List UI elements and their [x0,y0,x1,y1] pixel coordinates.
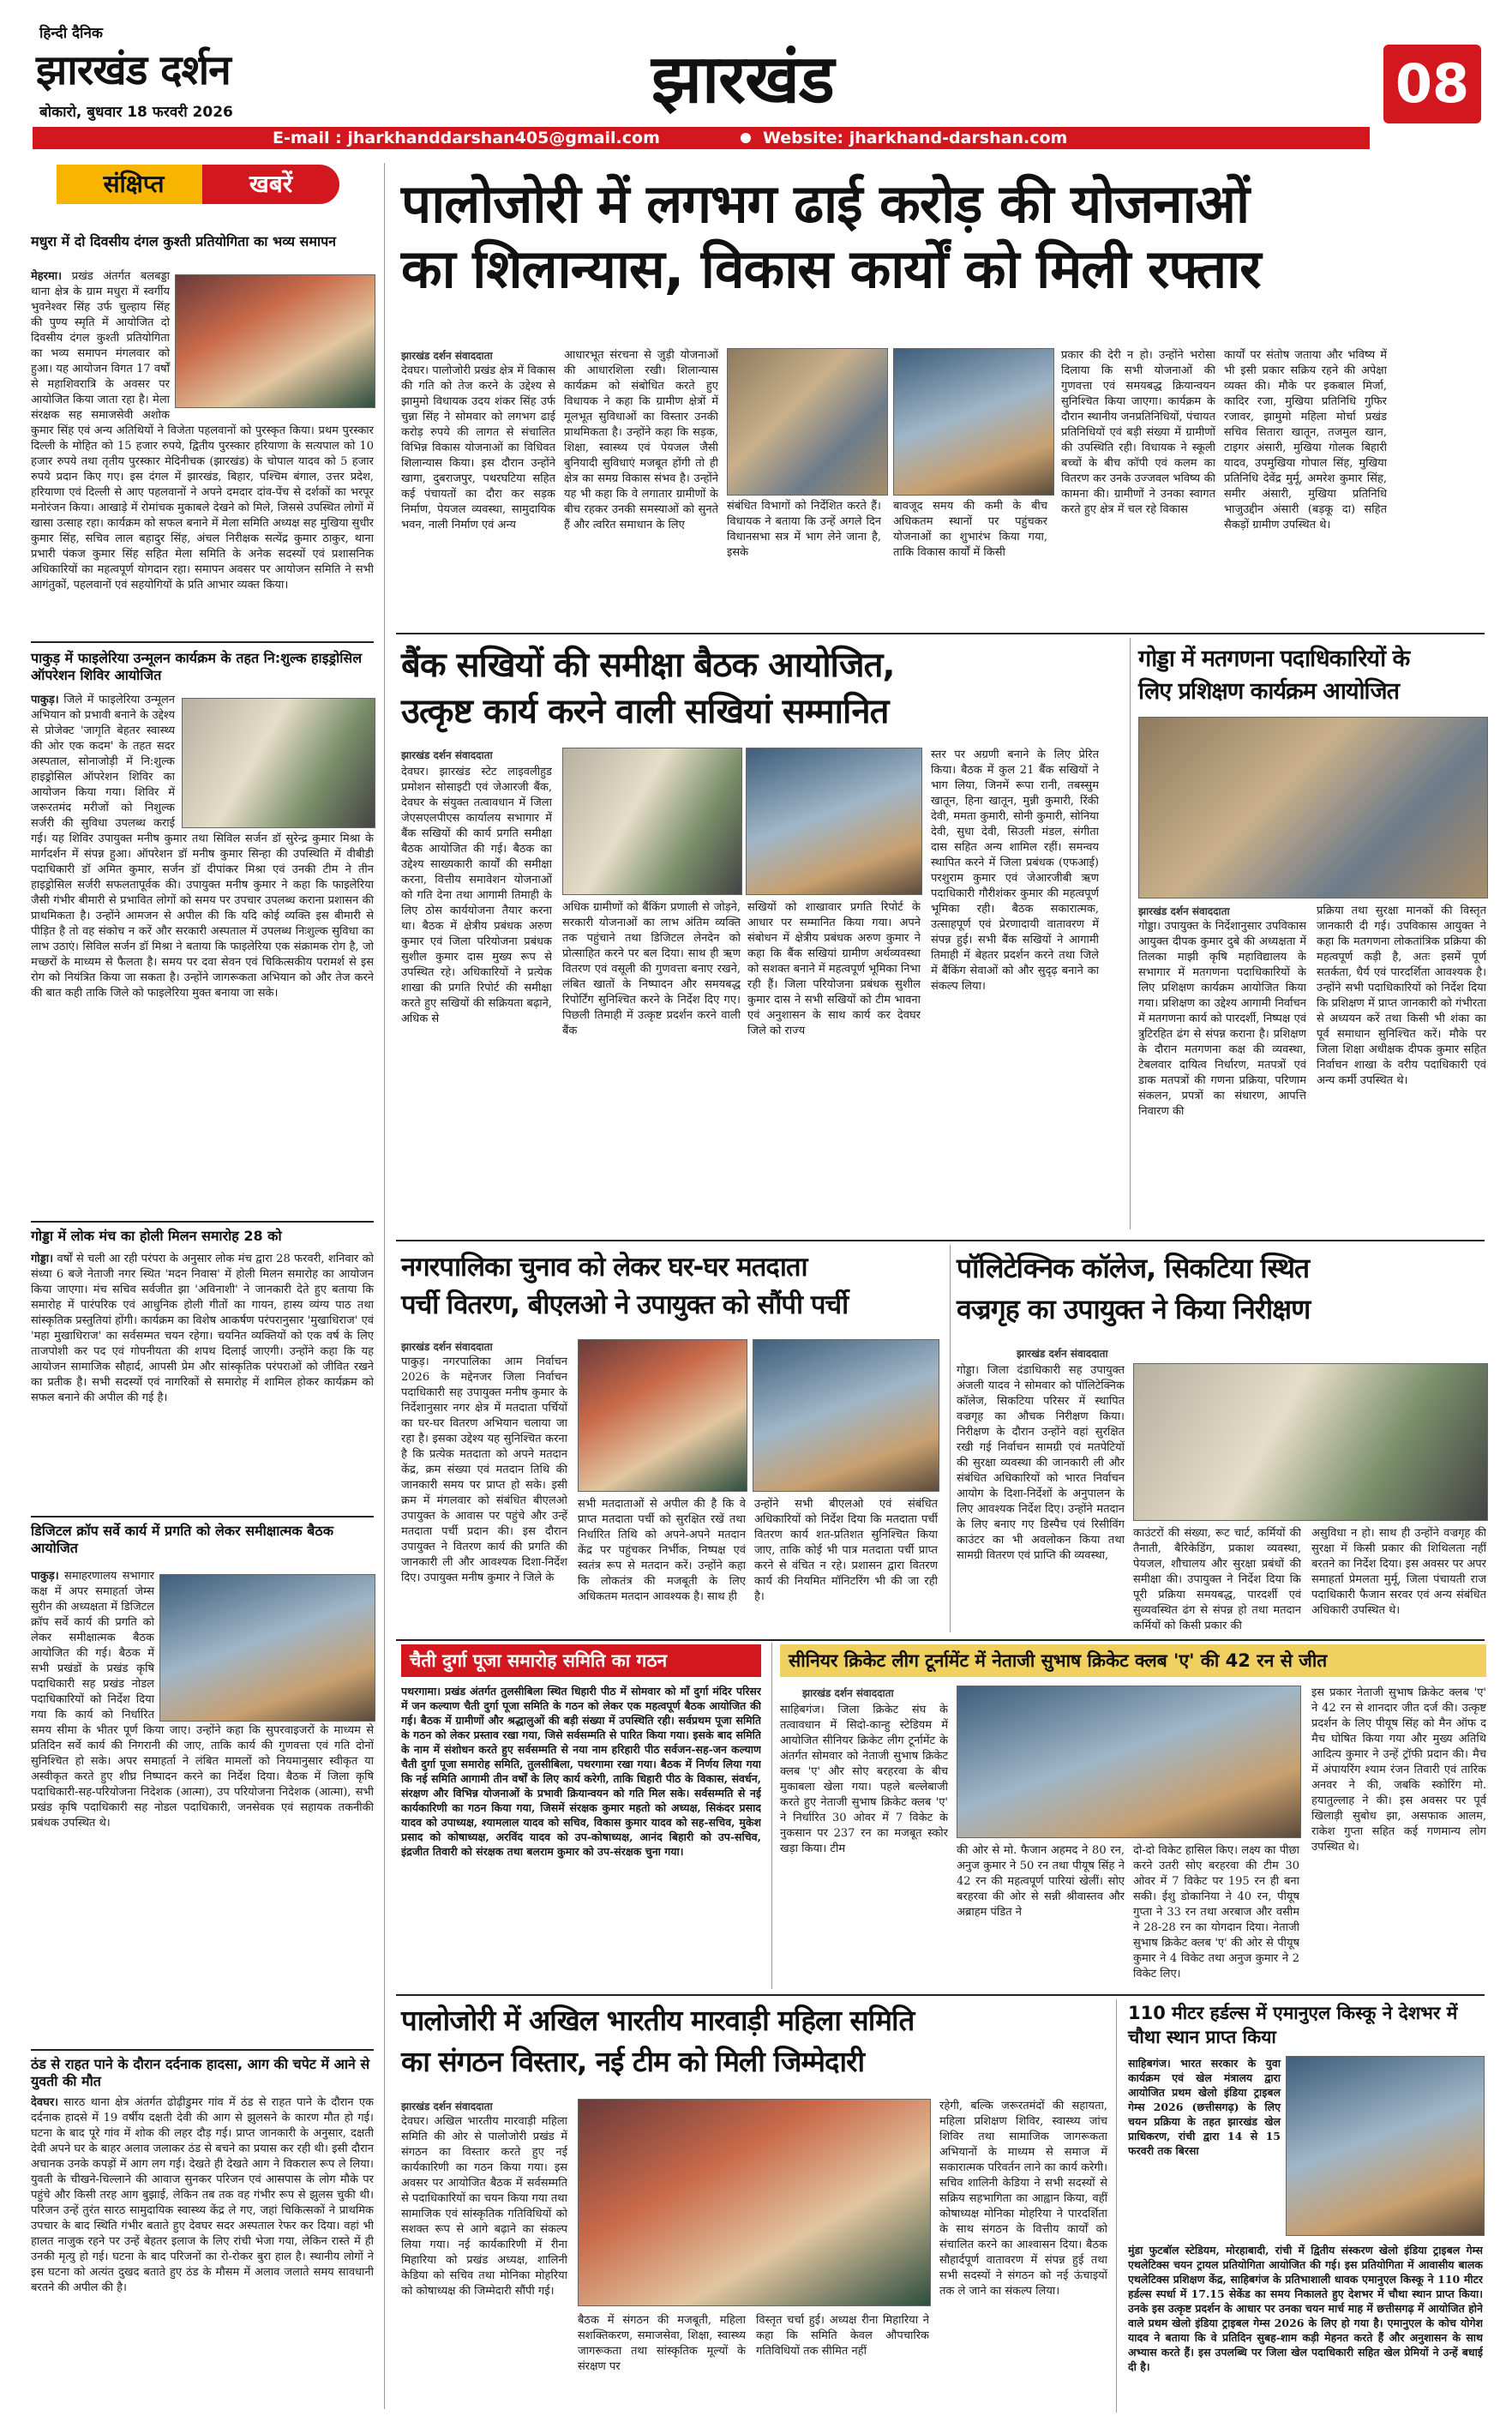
sidebar-story-4-head: डिजिटल क्रॉप सर्वे कार्य में प्रगति को लेकर समीक्षात्मक बैठक आयोजित [31,1523,333,1556]
brand-block [34,19,309,121]
godda-col-1: गोड्डा। उपायुक्त के निर्देशानुसार उपविकास आयुक्त दीपक कुमार दुबे की अध्यक्षता में तिलका माझी कृषि महाविद्यालय के सभागार में मतगणना पदाधिकारियों के लिए प्रशिक्षण कार्यक्रम आयोजित किया गया। प्रशिक्षण का उद्देश्य आगामी निर्वाचन में मतगणना कार्य को पारदर्शी, निष्पक्ष एवं त्रुटिरहित ढंग से संपन्न कराना है। प्रशिक्षण के दौरान मतगणना कक्ष की व्यवस्था, टेबलवार दायित्व निर्धारण, मतपत्रों एवं डाक मतपत्रों की गणना प्रक्रिया, परिणाम संकलन, प्रपत्रों का संधारण, आपत्ति निवारण की [1138,920,1306,1118]
sidebar-story-1-head: मधुरा में दो दिवसीय दंगल कुश्ती प्रतियोगिता का भव्य समापन [31,233,337,249]
website-link[interactable]: Website: jharkhand-darshan.com [763,129,1068,147]
bank-headline-2: उत्कृष्ट कार्य करने वाली सखियां सम्मानित [401,692,889,731]
sidebar-story-3-head: गोड्डा में लोक मंच का होली मिलन समारोह 28 को [31,1228,282,1244]
cricket-head-bar [780,1644,1486,1677]
athlete-photo [1286,2056,1485,2236]
sidebar-tag-left: संक्षिप्त [57,165,211,204]
email-link[interactable]: E-mail : jharkhanddarshan405@gmail.com [273,129,660,147]
bank-col-4: स्तर पर अग्रणी बनाने के लिए प्रेरित किया। बैठक में कुल 21 बैंक सखियों ने भाग लिया, जिनमें रूपा रानी, तबस्सुम खातून, हिना खातून, मुन्नी कुमारी, रिंकी देवी, ममता कुमारी, सोनी कुमारी, सोनिया देवी, सुधा देवी, सिउली मंडल, संगीता दास सहित अन्य शामिल रहीं। समन्वय स्थापित करने में जिला प्रबंधक (एफआई) परशुराम कुमार एवं जेआरजीबी ऋण पदाधिकारी गौरीशंकर कुमार की महत्वपूर्ण भूमिका रही। बैठक सकारात्मक, उत्साहपूर्ण एवं प्रेरणादायी वातावरण में संपन्न हुई। सभी बैंक सखियों ने आगामी तिमाही में बेहतर प्रदर्शन करने तथा जिले में बैंकिंग सेवाओं को और सुदृढ़ बनाने का संकल्प लिया। [931,748,1099,993]
cricket-col-4: इस प्रकार नेताजी सुभाष क्रिकेट क्लब 'ए' ने 42 रन से शानदार जीत दर्ज की। उत्कृष्ट प्रदर्शन के लिए पीयूष सिंह को मैन ऑफ द मैच घोषित किया गया और मुख्य अतिथि आदित्य कुमार ने उन्हें ट्रॉफी प्रदान की। मैच में अंपायरिंग श्याम रंजन तिवारी एवं तारिक अनवर ने की, जबकि स्कोरिंग मो. हयातुल्लाह ने की। इस अवसर पर पूर्व खिलाड़ी सुबोध झा, असफाक आलम, राकेश गुप्ता सहित कई गणमान्य लोग उपस्थित थे। [1311,1686,1486,1854]
column-divider [950,1245,951,1632]
marwari-headline-2: का संगठन विस्तार, नई टीम को मिली जिम्मेदारी [401,2045,865,2078]
brand-logo: झारखंड दर्शन [36,46,231,94]
sidebar-story-1-body: मेहरमा। प्रखंड अंतर्गत बलबड्डा थाना क्षेत्र के ग्राम मधुरा में स्वर्गीय भुवनेश्वर सिंह उर्फ चुल्हाय सिंह की पुण्य स्मृति में आयोजित दो दिवसीय दंगल कुश्ती प्रतियोगिता का भव्य समापन मंगलवार को हुआ। यह आयोजन विगत 17 वर्षों से महाशिवरात्रि के अवसर पर आयोजित किया जाता रहा है। मेला संरक्षक सह समाजसेवी अशोक कुमार सिंह एवं अन्य अतिथियों ने विजेता पहलवानों को पुरस्कृत किया। प्रथम पुरस्कार दिल्ली के मोहित को 15 हजार रुपये, द्वितीय पुरस्कार हरियाणा के सत्यपाल को 10 हजार रुपये तथा तृतीय पुरस्कार मेदिनीचक (झारखंड) के चोपाल यादव को 5 हजार रुपये प्रदान किए गए। इस दंगल में झारखंड, बिहार, पश्चिम बंगाल, उत्तर प्रदेश, हरियाणा एवं दिल्ली से आए पहलवानों ने अपने दमदार दांव-पेंच से दर्शकों का भरपूर मनोरंजन किया। आखाड़े में रोमांचक मुकाबले देखने को मिले, जिससे उपस्थित लोगों में खासा उत्साह रहा। कार्यक्रम को सफल बनाने में मेला समिति अध्यक्ष सह मुखिया सुधीर कुमार सिंह, सचिव लाल बहादुर सिंह, अंचल निरीक्षक सत्येंद्र कुमार ठाकुर, थाना प्रभारी पंकज कुमार सिंह सहित मेला समिति के अनेक सदस्यों एवं प्रशासनिक अधिकारियों का महत्वपूर्ण योगदान रहा। समापन अवसर पर आयोजन समिति ने सभी आगंतुकों, पहलवानों एवं सहयोगियों के प्रति आभार व्यक्त किया। [31,270,374,592]
hurdles-headline: 110 मीटर हर्डल्स में एमानुएल किस्कू ने देशभर में चौथा स्थान प्राप्त किया [1128,2003,1458,2047]
godda-headline-2: लिए प्रशिक्षण कार्यक्रम आयोजित [1138,678,1399,705]
training-photo [1138,717,1488,898]
godda-headline-1: गोड्डा में मतगणना पदाधिकारियों के [1138,646,1410,672]
poly-col-3: असुविधा न हो। साथ ही उन्होंने वज्रगृह की सुरक्षा में किसी प्रकार की शिथिलता नहीं बरतने का निर्देश दिया। इस अवसर पर अपर समाहर्ता प्रेमलता मुर्मू, जिला पंचायती राज पदाधिकारी फैजान सरवर एवं अन्य संबंधित अधिकारी उपस्थित थे। [1311,1527,1486,1617]
poly-bureau: झारखंड दर्शन संवाददाता [1017,1348,1108,1360]
municipal-bureau: झारखंड दर्शन संवाददाता [401,1341,493,1353]
marwari-bureau: झारखंड दर्शन संवाददाता [401,2100,493,2112]
cricket-col-3: दो-दो विकेट हासिल किए। लक्ष्य का पीछा करने उतरी सोए बरहरवा की टीम 30 ओवर में 7 विकेट पर 195 रन ही बना सकी। ईशु डोकानिया ने 40 रन, पीयूष गुप्ता ने 33 रन तथा अरबाज और वसीम ने 28-28 रन का योगदान दिया। नेताजी सुभाष क्रिकेट क्लब 'ए' की ओर से पीयूष कुमार ने 4 विकेट तथा अनुज कुमार ने 2 विकेट लिए। [1133,1844,1299,1980]
bank-bureau: झारखंड दर्शन संवाददाता [401,749,493,761]
sidebar-tag [57,165,348,204]
poly-col-1: गोड्डा। जिला दंडाधिकारी सह उपायुक्त अंजली यादव ने सोमवार को पॉलिटेक्निक कॉलेज, सिकटिया परिसर में स्थापित वज्रगृह का औचक निरीक्षण किया। निरीक्षण के दौरान उन्होंने वहां सुरक्षित रखी गई निर्वाचन सामग्री एवं मतपेटियों की सुरक्षा व्यवस्था की जानकारी ली और संबंधित अधिकारियों को भारत निर्वाचन आयोग के दिशा-निर्देशों के अनुपालन के लिए आवश्यक निर्देश दिए। उन्होंने मतदान के लिए बनाए गए डिस्पैच एवं रिसीविंग काउंटर का भी अवलोकन किया तथा सामग्री वितरण एवं प्राप्ति की व्यवस्था, [957,1364,1125,1562]
godda-story [1138,638,1486,1238]
hurdles-intro: साहिबगंज। भारत सरकार के युवा कार्यक्रम एवं खेल मंत्रालय द्वारा आयोजित प्रथम खेलो इंडिया ट्राइबल गेम्स 2026 (छत्तीसगढ़) के लिए चयन प्रक्रिया के तहत झारखंड खेल प्राधिकरण, रांची द्वारा 14 से 15 फरवरी तक बिरसा [1128,2057,1281,2157]
lead-photo-2 [893,348,1054,496]
lead-headline-1: पालोजोरी में लगभग ढाई करोड़ की योजनाओं [401,172,1250,235]
divider [31,641,374,643]
column-divider [1116,1999,1117,2413]
municipal-story [396,1243,945,1638]
cricket-story [780,1643,1486,1992]
chaiti-body: पथरगामा। प्रखंड अंतर्गत तुलसीबिला स्थित धिहारी पीठ में सोमवार को माँ दुर्गा मंदिर परिसर में जन कल्याण चैती दुर्गा पूजा समिति के गठन को लेकर एक महत्वपूर्ण बैठक आयोजित की गई। बैठक में ग्रामीणों और श्रद्धालुओं की बड़ी संख्या में उपस्थिति रही। सर्वप्रथम पूजा समिति के गठन को लेकर प्रस्ताव रखा गया, जिसे सर्वसम्मति से पारित किया गया। इसके बाद समिति के नाम में संशोधन करते हुए सर्वसम्मति से नया नाम हरिहारी पीठ सर्वजन-सह-जन कल्याण चैती दुर्गा पूजा समारोह समिति, तुलसीबिला, पथरगामा रखा गया। बैठक में निर्णय लिया गया कि नई समिति आगामी तीन वर्षों के लिए कार्य करेगी, ताकि धिहारी पीठ के विकास, संवर्धन, संरक्षण और विभिन्न योजनाओं के प्रभावी क्रियान्वयन को गति मिल सके। सर्वसम्मति से नई कार्यकारिणी का गठन किया गया, जिसमें संरक्षक कुमार महतो को अध्यक्ष, सिकंदर प्रसाद यादव को उपाध्यक्ष, श्यामलाल यादव को सचिव, विकास कुमार यादव को सह-सचिव, मुकेश प्रसाद को कोषाध्यक्ष, अरविंद यादव को उप-कोषाध्यक्ष, आनंद बिहारी को उप-सचिव, इंद्रजीत तिवारी को संरक्षक तथा बलराम कुमार को उप-संरक्षक चुना गया। [401,1685,761,1858]
bank-headline-1: बैंक सखियों की समीक्षा बैठक आयोजित, [401,646,895,685]
column-divider [771,1643,772,1989]
municipal-headline-2: पर्ची वितरण, बीएलओ ने उपायुक्त को सौंपी पर्ची [401,1289,849,1320]
cricket-headline: सीनियर क्रिकेट लीग टूर्नामेंट में नेताजी सुभाष क्रिकेट क्लब 'ए' की 42 रन से जीत [789,1650,1328,1671]
cricket-col-2: की ओर से मो. फैजान अहमद ने 80 रन, अनुज कुमार ने 50 रन तथा पीयूष सिंह ने 42 रन की महत्वपूर्ण पारियां खेलीं। सोए बरहरवा की ओर से सन्नी श्रीवास्तव और अब्राहम पंडित ने [957,1844,1125,1919]
sidebar-story-2-head: पाकुड़ में फाइलेरिया उन्मूलन कार्यक्रम के तहत नि:शुल्क हाइड्रोसिल ऑपरेशन शिविर आयोजित [31,650,363,683]
bank-col-2: अधिक ग्रामीणों को बैंकिंग प्रणाली से जोड़ने, सरकारी योजनाओं का लाभ अंतिम व्यक्ति तक पहुंचाने तथा डिजिटल लेनदेन को प्रोत्साहित करने पर बल दिया। साथ ही ऋण वितरण एवं वसूली की गुणवत्ता बनाए रखने, लंबित खातों के निष्पादन और समयबद्ध रिपोर्टिंग सुनिश्चित करने के निर्देश दिए गए। पिछली तिमाही में उत्कृष्ट प्रदर्शन करने वाली बैंक [562,901,741,1037]
lead-col-3: संबंधित विभागों को निर्देशित करते हैं। विधायक ने बताया कि उन्हें अगले दिन विधानसभा सत्र में भाग लेने जाना है, इसके [727,500,881,559]
marwari-story [396,1998,1111,2414]
poly-photo [1133,1363,1488,1521]
marwari-col-2: विस्तृत चर्चा हुई। अध्यक्ष रीना मिहारिया ने कहा कि समिति केवल औपचारिक गतिविधियों तक सीमित नहीं [756,2314,929,2358]
lead-photo-1 [727,348,888,496]
lead-col-2: आधारभूत संरचना से जुड़ी योजनाओं की आधारशिला रखी। शिलान्यास कार्यक्रम को संबोधित करते हुए विधायक ने कहा कि ग्रामीण क्षेत्रों में मूलभूत सुविधाओं का विस्तार उनकी प्राथमिकता है। उन्होंने कहा कि सड़क, शिक्षा, स्वास्थ्य एवं पेयजल जैसी बुनियादी सुविधाएं मजबूत होंगी तो ही क्षेत्र का समग्र विकास संभव है। उन्होंने यह भी कहा कि वे लगातार ग्रामीणों के बीच रहकर उनकी समस्याओं को सुनते हैं और त्वरित समाधान के लिए [564,349,718,532]
lead-story [396,168,1485,631]
bank-col-1: देवघर। झारखंड स्टेट लाइवलीहुड प्रमोशन सोसाइटी एवं जेआरजी बैंक, देवघर के संयुक्त तत्वावधान में जिला जेएसएलपीएस कार्यालय सभागार में बैंक सखियों की कार्य प्रगति समीक्षा बैठक आयोजित की गई। बैठक का उद्देश्य साख्यकारी कार्यों की समीक्षा करना, वित्तीय समावेशन योजनाओं को गति देना तथा आगामी तिमाही के लिए ठोस कार्ययोजना तैयार करना था। बैठक में क्षेत्रीय प्रबंधक अरुण कुमार एवं जिला परियोजना प्रबंधक सुशील कुमार दास मुख्य रूप से उपस्थित रहे। अधिकारियों ने प्रत्येक शाखा की प्रगति रिपोर्ट की समीक्षा करते हुए सखियों की सक्रियता बढ़ाने, अधिक से [401,766,552,1025]
divider [396,1639,1485,1641]
cricket-photo [957,1686,1301,1838]
marwari-col-3: रहेगी, बल्कि जरूरतमंदों की सहायता, महिला प्रशिक्षण शिविर, स्वास्थ्य जांच शिविर तथा सामाजिक जागरूकता अभियानों के माध्यम से समाज में सकारात्मक परिवर्तन लाने का कार्य करेगी। सचिव शालिनी केडिया ने सभी सदस्यों से सक्रिय सहभागिता का आह्वान किया, वहीं कोषाध्यक्ष मोनिका मोहरिया ने पारदर्शिता के साथ संगठन के वित्तीय कार्यों को संचालित करने का आश्वासन दिया। बैठक सौहार्दपूर्ण वातावरण में संपन्न हुई तथा सभी सदस्यों ने संगठन को नई ऊंचाइयों तक ले जाने का संकल्प लिया। [939,2100,1107,2298]
lead-col-1: देवघर। पालोजोरी प्रखंड क्षेत्र में विकास की गति को तेज करने के उद्देश्य से झामुमो विधायक उदय शंकर सिंह उर्फ चुन्ना सिंह ने सोमवार को लगभग ढाई करोड़ रुपये की लागत से संचालित विभिन्न विकास योजनाओं का विधिवत शिलान्यास किया। इस दौरान उन्होंने खागा, दुबराजपुर, पथरघटिया सहित कई पंचायतों का दौरा कर सड़क निर्माण, पेयजल व्यवस्था, सामुदायिक भवन, नाली निर्माण एवं अन्य [401,364,555,532]
page-number-badge [1383,45,1481,123]
sidebar-story-4-body: पाकुड़। समाहरणालय सभागार कक्ष में अपर समाहर्ता जेम्स सुरीन की अध्यक्षता में डिजिटल क्रॉप सर्वे कार्य की प्रगति को लेकर समीक्षात्मक बैठक आयोजित की गई। बैठक में सभी प्रखंडों के प्रखंड कृषि पदाधिकारी सह प्रखंड नोडल पदाधिकारियों को निर्देश दिया गया कि कार्य को निर्धारित समय सीमा के भीतर पूर्ण किया जाए। उन्होंने कहा कि सुपरवाइजरों के माध्यम से प्रतिदिन सर्वे कार्य की निगरानी की जाए, ताकि कार्य की गुणवत्ता एवं गति दोनों सुनिश्चित हो सके। अपर समाहर्ता ने लंबित मामलों को नियमानुसार स्वीकृत या अस्वीकृत करते हुए शीघ्र निष्पादन करने का निर्देश दिया। बैठक में जिला कृषि पदाधिकारी-सह-परियोजना निदेशक (आत्मा), उप परियोजना निदेशक (आत्मा), सभी प्रखंड कृषि पदाधिकारी सह नोडल पदाधिकारी, जनसेवक एवं सहायक तकनीकी प्रबंधक उपस्थित थे। [31,1570,374,1830]
municipal-photo-1 [578,1339,747,1492]
godda-col-2: प्रक्रिया तथा सुरक्षा मानकों की विस्तृत जानकारी दी गई। उपविकास आयुक्त ने कहा कि मतगणना लोकतांत्रिक प्रक्रिया की महत्वपूर्ण कड़ी है, अतः इसमें पूर्ण सतर्कता, धैर्य एवं पारदर्शिता आवश्यक है। उन्होंने सभी पदाधिकारियों को निर्देश दिया कि प्रशिक्षण में प्राप्त जानकारी को गंभीरता से अध्ययन करें तथा किसी भी शंका का पूर्व समाधान सुनिश्चित करें। मौके पर जिला शिक्षा अधीक्षक दीपक कुमार सहित निर्वाचन शाखा के वरीय पदाधिकारी एवं अन्य कर्मी उपस्थित थे। [1317,904,1486,1087]
hurdles-body: मुंडा फुटबॉल स्टेडियम, मोरहाबादी, रांची में द्वितीय संस्करण खेलो इंडिया ट्राइबल गेम्स एथलेटिक्स चयन ट्रायल प्रतियोगिता आयोजित की गई। इस प्रतियोगिता में आवासीय बालक एथलेटिक्स प्रशिक्षण केंद्र, साहिबगंज के प्रतिभाशाली धावक एमानुएल किस्कू ने 110 मीटर हर्डल्स स्पर्धा में 17.15 सेकेंड का समय निकालते हुए देशभर में चौथा स्थान प्राप्त किया। उनके इस उत्कृष्ट प्रदर्शन के आधार पर उनका चयन मार्च माह में छत्तीसगढ़ में आयोजित होने वाले प्रथम खेलो इंडिया ट्राइबल गेम्स 2026 के लिए हो गया है। एमानुएल के कोच योगेश यादव ने बताया कि वे प्रतिदिन सुबह-शाम कड़ी मेहनत करते हैं और अनुशासन के साथ अभ्यास करते हैं। इस उपलब्धि पर जिला खेल पदाधिकारी सहित खेल प्रेमियों ने उन्हें बधाई दी है। [1128,2244,1483,2373]
bullet-icon [741,133,751,143]
lead-col-4: बावजूद समय की कमी के बीच अधिकतम स्थानों पर पहुंचकर योजनाओं का शुभारंभ किया गया, ताकि विकास कार्यों में किसी [893,500,1047,559]
bank-photo-1 [562,748,742,895]
chaiti-headline: चैती दुर्गा पूजा समारोह समिति का गठन [410,1650,668,1671]
municipal-photo-2 [753,1339,939,1492]
section-title: झारखंड [651,41,834,118]
sidebar-story-3-body: गोड्डा। वर्षों से चली आ रही परंपरा के अनुसार लोक मंच द्वारा 28 फरवरी, शनिवार को संध्या 6 बजे नेताजी नगर स्थित 'मदन निवास' में होली मिलन समारोह का आयोजन किया जाएगा। मंच सचिव सर्वजीत झा 'अविनाशी' ने जानकारी देते हुए बताया कि समारोह में पारंपरिक एवं आधुनिक होली गीतों का गायन, हास्य व्यंग्य पाठ तथा सांस्कृतिक प्रस्तुतियां होंगी। कार्यक्रम का विशेष आकर्षण परंपरानुसार 'मुखाधिराज' एवं 'महा मुखाधिराज' का सर्वसम्मत चयन रहेगा। चयनित व्यक्तियों को एक वर्ष के लिए ताजपोशी कर पद एवं गोपनीयता की शपथ दिलाई जाएगी। उन्होंने कहा कि यह आयोजन सामाजिक सौहार्द, आपसी प्रेम और सांस्कृतिक परंपराओं को जीवित रखने का प्रतीक है। सभी सदस्यों एवं नागरिकों से समारोह में शामिल होकर कार्यक्रम को सफल बनाने की अपील की गई है। [31,1253,374,1404]
lead-bureau: झारखंड दर्शन संवाददाता [401,350,493,362]
divider [31,1516,374,1518]
divider [396,1240,1485,1241]
sidebar-story-1-place: मेहरमा। [31,270,63,283]
divider [396,1994,1485,1996]
bank-col-3: सखियों को शाखावार प्रगति रिपोर्ट के आधार पर सम्मानित किया गया। अपने संबोधन में क्षेत्रीय प्रबंधक अरुण कुमार ने कहा कि बैंक सखियां ग्रामीण अर्थव्यवस्था को सशक्त बनाने में महत्वपूर्ण भूमिका निभा रही हैं। जिला परियोजना प्रबंधक सुशील कुमार दास ने सभी सखियों को टीम भावना एवं अनुशासन के साथ कार्य कर देवघर जिले को राज्य [747,901,921,1037]
marwari-caption: बैठक में संगठन की मजबूती, महिला सशक्तिकरण, समाजसेवा, शिक्षा, स्वास्थ्य जागरूकता तथा सांस्कृतिक मूल्यों के संरक्षण पर [578,2314,746,2373]
lead-headline-2: का शिलान्यास, विकास कार्यों को मिली रफ्तार [401,237,1261,300]
poly-col-2: काउंटरों की संख्या, रूट चार्ट, कर्मियों की तैनाती, बैरिकेडिंग, प्रकाश व्यवस्था, पेयजल, शौचालय और सुरक्षा प्रबंधों की समीक्षा की। उपायुक्त ने निर्देश दिया कि पूरी प्रक्रिया समयबद्ध, पारदर्शी एवं सुव्यवस्थित ढंग से संपन्न हो तथा मतदान कर्मियों को किसी प्रकार की [1133,1527,1301,1632]
sidebar-story-2-body: पाकुड़। जिले में फाइलेरिया उन्मूलन अभियान को प्रभावी बनाने के उद्देश्य से प्रोजेक्ट 'जागृति बेहतर स्वास्थ्य की ओर एक कदम' के तहत सदर अस्पताल, सोनाजोड़ी में नि:शुल्क हाइड्रोसिल ऑपरेशन शिविर का आयोजन किया गया। शिविर में जरूरतमंद मरीजों को निशुल्क सर्जरी की सुविधा उपलब्ध कराई गई। यह शिविर उपायुक्त मनीष कुमार तथा सिविल सर्जन डॉ सुरेन्द्र कुमार मिश्रा के मार्गदर्शन में संपन्न हुआ। ऑपरेशन डॉ मनीष कुमार सिन्हा की उपस्थिति में वीबीडी पदाधिकारी डॉ अमित कुमार, सर्जन डॉ दीपांकर मिश्रा एवं उनकी टीम ने तीन हाइड्रोसिल सर्जरी सफलतापूर्वक की। उपायुक्त मनीष कुमार ने कहा कि फाइलेरिया जैसी गंभीर बीमारी से प्रभावित लोगों को समय पर उपचार उपलब्ध कराना प्रशासन की प्राथमिकता है। उन्होंने आमजन से अपील की कि यदि कोई व्यक्ति इस बीमारी से पीड़ित है तो वह संकोच न करें और सरकारी अस्पताल में उपलब्ध निःशुल्क सुविधा का लाभ उठाएं। सिविल सर्जन डॉ मिश्रा ने बताया कि फाइलेरिया एक संक्रामक रोग है, जो मच्छरों के माध्यम से फैलता है। समय पर दवा सेवन एवं चिकित्सकीय परामर्श से इस रोग को नियंत्रित किया जा सकता है। उन्होंने जागरूकता अभियान को और तेज करने की बात कही ताकि जिले को फाइलेरिया मुक्त बनाया जा सके। [31,694,374,1000]
bank-story [396,638,1125,1238]
lead-col-5: प्रकार की देरी न हो। उन्होंने भरोसा दिलाया कि सभी योजनाओं की गुणवत्ता एवं समयबद्ध क्रियान्वयन सुनिश्चित किया जाएगा। कार्यक्रम के दौरान स्थानीय जनप्रतिनिधियों, पंचायत प्रतिनिधियों एवं बड़ी संख्या में ग्रामीणों की उपस्थिति रही। विधायक ने स्कूली बच्चों के बीच कॉपी एवं कलम का वितरण कर उनके उज्जवल भविष्य की कामना की। ग्रामीणों ने उनका स्वागत करते हुए क्षेत्र में चल रहे विकास [1061,349,1215,516]
brand-small: हिन्दी दैनिक [39,25,103,42]
masthead [0,0,1512,151]
hurdles-story [1125,1998,1486,2414]
sidebar-tag-right: खबरें [202,165,339,204]
poly-story [957,1243,1486,1638]
godda-bureau: झारखंड दर्शन संवाददाता [1138,905,1230,917]
sidebar [31,159,374,2414]
cricket-col-1: साहिबगंज। जिला क्रिकेट संघ के तत्वावधान में सिदो-कान्हु स्टेडियम में आयोजित सीनियर क्रिकेट लीग टूर्नामेंट के अंतर्गत सोमवार को नेताजी सुभाष क्रिकेट क्लब 'ए' और सोए बरहरवा के बीच मुकाबला खेला गया। पहले बल्लेबाजी करते हुए नेताजी सुभाष क्रिकेट क्लब 'ए' ने निर्धारित 30 ओवर में 7 विकेट के नुकसान पर 237 रन का मजबूत स्कोर खड़ा किया। टीम [780,1704,948,1855]
dateline: बोकारो, बुधवार 18 फरवरी 2026 [39,104,233,121]
municipal-headline-1: नगरपालिका चुनाव को लेकर घर-घर मतदाता [401,1252,807,1283]
sidebar-story-5-head: ठंड से राहत पाने के दौरान दर्दनाक हादसा, आग की चपेट में आने से युवती की मौत [31,2056,370,2089]
marwari-col-1: देवघर। अखिल भारतीय मारवाड़ी महिला समिति की ओर से पालोजोरी प्रखंड में संगठन का विस्तार करते हुए नई कार्यकारिणी का गठन किया गया। इस अवसर पर आयोजित बैठक में सर्वसम्मति से पदाधिकारियों का चयन किया गया तथा सामाजिक एवं सांस्कृतिक गतिविधियों को सशक्त रूप से आगे बढ़ाने का संकल्प लिया गया। नई कार्यकारिणी में रीना मिहारिया को प्रखंड अध्यक्ष, शालिनी केडिया को सचिव तथा मोनिका मोहरिया को कोषाध्यक्ष की जिम्मेदारी सौंपी गई। [401,2115,567,2298]
chaiti-head-bar [401,1644,761,1677]
marwari-photo [578,2099,931,2306]
divider [31,2049,374,2051]
municipal-col-2: सभी मतदाताओं से अपील की है कि वे प्राप्त मतदाता पर्ची को सुरक्षित रखें तथा निर्धारित तिथि को अपने-अपने मतदान केंद्र पर पहुंचकर निर्भीक, निष्पक्ष एवं स्वतंत्र रूप से मतदान करें। उन्होंने कहा कि लोकतंत्र की मजबूती के लिए अधिकतम मतदान आवश्यक है। साथ ही [578,1498,746,1603]
divider [396,633,1485,634]
page-number: 08 [1395,52,1470,115]
poly-headline-2: वज्रगृह का उपायुक्त ने किया निरीक्षण [957,1293,1311,1325]
sidebar-story-5-body: देवघर। सारठ थाना क्षेत्र अंतर्गत ढोढ़ीडुमर गांव में ठंड से राहत पाने के दौरान एक दर्दनाक हादसे में 19 वर्षीय दक्षती देवी की आग से झुलसने के कारण मौत हो गई। घटना के बाद पूरे गांव में शोक की लहर दौड़ गई। प्राप्त जानकारी के अनुसार, दक्षती देवी अपने घर के बाहर अलाव जलाकर ठंड से बचने का प्रयास कर रही थी। इसी दौरान अचानक उनके कपड़ों में आग लग गई। देखते ही देखते आग ने विकराल रूप ले लिया। युवती के चीखने-चिल्लाने की आवाज सुनकर परिजन एवं आसपास के लोग मौके पर पहुंचे और किसी तरह आग बुझाई, लेकिन तब तक वह गंभीर रूप से झुलस चुकी थी। परिजन उन्हें तुरंत सारठ सामुदायिक स्वास्थ्य केंद्र ले गए, जहां चिकित्सकों ने प्राथमिक उपचार के बाद स्थिति गंभीर बताते हुए देवघर सदर अस्पताल रेफर कर दिया। वहां भी हालत नाजुक रहने पर उन्हें बेहतर इलाज के लिए रांची भेजा गया, लेकिन रास्ते में ही उनकी मृत्यु हो गई। घटना के बाद परिजनों का रो-रोकर बुरा हाल है। स्थानीय लोगों ने इस घटना को अत्यंत दुखद बताते हुए ठंड के मौसम में अलाव जलाते समय सावधानी बरतने की अपील की है। [31,2096,374,2294]
poly-headline-1: पॉलिटेक्निक कॉलेज, सिकटिया स्थित [957,1252,1310,1284]
column-divider [384,163,385,2409]
lead-col-6: कार्यों पर संतोष जताया और भविष्य में भी इसी प्रकार सक्रिय रहने की अपेक्षा व्यक्त की। मौके पर इकबाल मिर्जा, कादिर रजा, मुखिया प्रतिनिधि गुफिर रजावर, झामुमो महिला मोर्चा प्रखंड सचिव सितारा खातून, तजमुल खान, टाइगर अंसारी, मुखिया गोलक बिहारी यादव, उपमुखिया गोपाल सिंह, मुखिया प्रतिनिधि देवेंद्र मुर्मू, अमरेश कुमार सिंह, समीर अंसारी, मुखिया प्रतिनिधि भाजुउद्दीन अंसारी (बड़कू दा) सहित सैकड़ों ग्रामीण उपस्थित थे। [1224,349,1387,532]
contact-bar [33,127,1370,149]
chaiti-story [396,1643,765,1992]
municipal-col-3: उन्होंने सभी बीएलओ एवं संबंधित अधिकारियों को निर्देश दिया कि मतदाता पर्ची वितरण कार्य शत-प्रतिशत सुनिश्चित किया जाए, ताकि कोई भी पात्र मतदाता पर्ची प्राप्त करने से वंचित न रहे। प्रशासन द्वारा वितरण कार्य की नियमित मॉनिटरिंग भी की जा रही है। [754,1498,938,1603]
marwari-headline-1: पालोजोरी में अखिल भारतीय मारवाड़ी महिला समिति [401,2004,915,2037]
cricket-bureau: झारखंड दर्शन संवाददाता [802,1687,894,1699]
column-divider [1130,638,1131,1229]
bank-photo-2 [746,748,922,895]
municipal-col-1: पाकुड़। नगरपालिका आम निर्वाचन 2026 के मद्देनजर जिला निर्वाचन पदाधिकारी सह उपायुक्त मनीष कुमार के निर्देशानुसार नगर क्षेत्र में मतदाता पर्चियों का घर-घर वितरण अभियान चलाया जा रहा है। इसका उद्देश्य यह सुनिश्चित करना है कि प्रत्येक मतदाता को अपने मतदान केंद्र, क्रम संख्या एवं मतदान तिथि की जानकारी समय पर प्राप्त हो सके। इसी क्रम में मंगलवार को संबंधित बीएलओ उपायुक्त के आवास पर पहुंचे और उन्हें मतदाता पर्ची प्रदान की। इस दौरान उपायुक्त ने वितरण कार्य की प्रगति की जानकारी ली और आवश्यक दिशा-निर्देश दिए। उपायुक्त मनीष कुमार ने जिले के [401,1355,567,1584]
divider [31,1221,374,1223]
